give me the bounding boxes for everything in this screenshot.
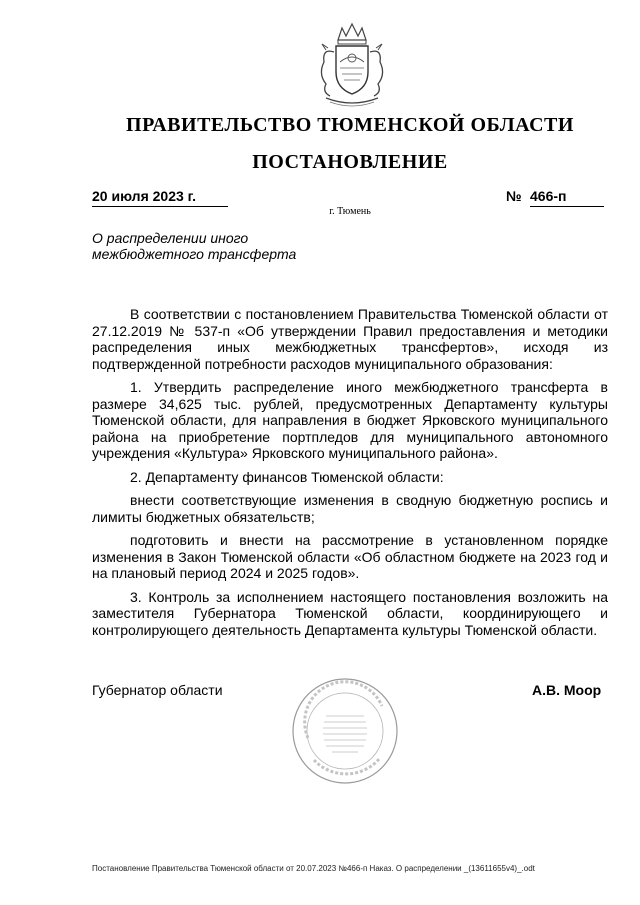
document-footer: Постановление Правительства Тюменской области от 20.07.2023 №466-п Наказ. О распределении _(13611655v4)_.odt xyxy=(92,864,535,873)
coat-of-arms-icon xyxy=(296,22,408,112)
signatory-title: Губернатор области xyxy=(92,682,223,698)
subject-line: О распределении иного xyxy=(92,230,249,246)
body-paragraph: 1. Утвердить распределение иного межбюджетного трансферта в размере 34,625 тыс. рублей, предусмотренных Департаменту культуры Тюменской области, для направления в бюджет Ярковского муниципального района на приобретение портпледов для муниципального автономного учреждения «Культура» Ярковского муниципального района». xyxy=(92,379,608,461)
body-paragraph: внести соответствующие изменения в сводную бюджетную роспись и лимиты бюджетных обязательств; xyxy=(92,492,608,525)
seal-icon xyxy=(290,676,400,786)
signatory-name: А.В. Моор xyxy=(532,682,602,698)
document-date: 20 июля 2023 г. xyxy=(92,188,196,204)
date-line xyxy=(92,188,228,207)
body-paragraph: 2. Департаменту финансов Тюменской области: xyxy=(130,468,444,485)
city: г. Тюмень xyxy=(329,206,371,217)
document-number: 466-п xyxy=(530,188,567,204)
subject-line: межбюджетного трансферта xyxy=(92,246,297,262)
document-type: ПОСТАНОВЛЕНИЕ xyxy=(252,151,448,173)
body-paragraph: 3. Контроль за исполнением настоящего постановления возложить на заместителя Губернатора Тюменской области, координирующего и контролирующего деятельность Департамента культуры Тюменской области. xyxy=(92,588,608,638)
number-line xyxy=(530,188,604,207)
number-label: № xyxy=(506,188,522,204)
organization-title: ПРАВИТЕЛЬСТВО ТЮМЕНСКОЙ ОБЛАСТИ xyxy=(126,114,574,136)
document-body xyxy=(92,306,608,645)
document-subject xyxy=(92,230,296,262)
body-paragraph: подготовить и внести на рассмотрение в установленном порядке изменения в Закон Тюменской области «Об областном бюджете на 2023 год и на плановый период 2024 и 2025 годов». xyxy=(92,532,608,581)
body-paragraph: В соответствии с постановлением Правительства Тюменской области от 27.12.2019 № 537-п «Об утверждении Правил предоставления и методики распределения иных межбюджетных трансфертов», исходя из подтвержденной потребности расходов муниципального образования: xyxy=(92,306,608,372)
